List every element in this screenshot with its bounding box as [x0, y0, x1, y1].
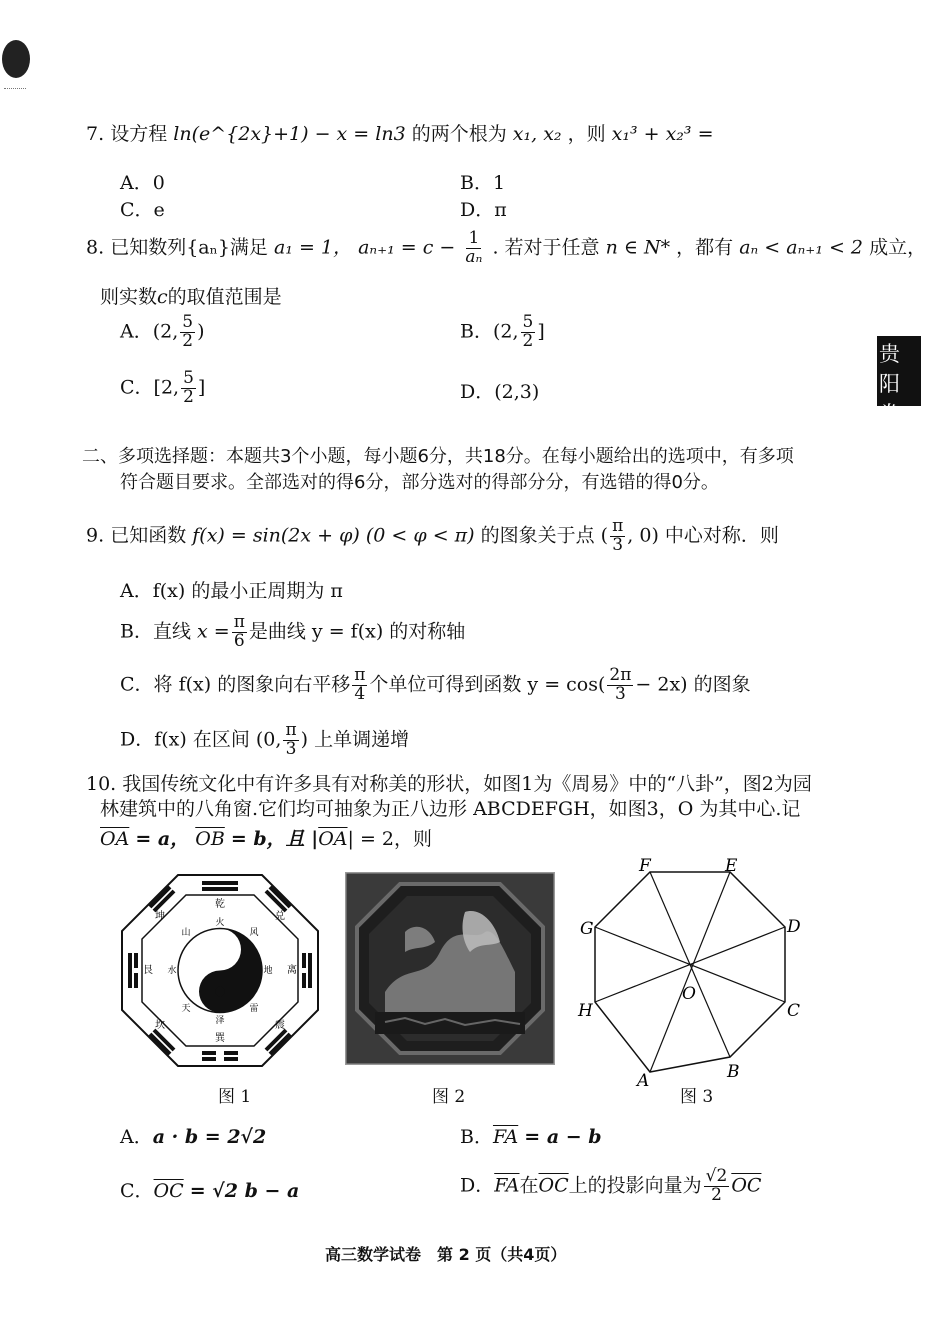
q8-inequality: aₙ < aₙ₊₁ < 2: [739, 236, 864, 259]
q8-stem: [86, 230, 926, 267]
q7-option-a[interactable]: A．0: [120, 172, 165, 194]
bagua-inner-1: 风: [249, 928, 259, 938]
bagua-label-7: 坤: [155, 911, 165, 922]
q7-then: ，则: [567, 123, 606, 145]
q10-line3: $\overline{OA} = a$， $\overline{OB} = b$，且 $|\overline{OA}| = 2$，则: [100, 828, 433, 850]
q10-line2: 林建筑中的八角窗.它们均可抽象为正八边形 ABCDEFGH，如图3，O 为其中心.记: [100, 798, 801, 820]
bagua-inner-2: 地: [263, 966, 273, 976]
q8-number: 8.: [86, 236, 105, 259]
q8-line2: 则实数c的取值范围是: [100, 286, 282, 308]
q9-stem: 9. 已知函数 f(x) = sin(2x + φ) (0 < φ < π) 的图象关于点 ( $\frac{\pi}{3}$ , 0) 中心对称．则: [86, 516, 779, 555]
q10-option-c[interactable]: C．$\overline{OC} = √2$ b − a: [120, 1180, 300, 1202]
label-h: H: [578, 1001, 593, 1021]
label-c: C: [787, 1001, 801, 1021]
bagua-label-3: 震: [275, 1020, 285, 1031]
figure3-caption: 图 3: [680, 1087, 714, 1107]
side-tab: [877, 336, 921, 426]
bagua-label-2: 离: [287, 965, 297, 976]
section2-line1: 二、多项选择题：本题共3个小题，每小题6分，共18分。在每小题给出的选项中，有多项: [82, 446, 794, 467]
bagua-label-5: 坎: [155, 1020, 165, 1031]
q8-option-a[interactable]: A．(2, $\frac{5}{2}$ ): [120, 312, 205, 351]
q9-option-d[interactable]: D．f(x) 在区间 (0, $\frac{\pi}{3}$ ) 上单调递增: [120, 720, 410, 759]
q7-roots: x₁, x₂: [512, 123, 562, 145]
q8-tail: 成立，: [869, 236, 927, 259]
q7-number: 7.: [86, 123, 105, 145]
section2-line2: 符合题目要求。全部选对的得6分，部分选对的得部分分，有选错的得0分。: [120, 472, 719, 493]
figure3-octagon: [575, 852, 810, 1087]
label-a: A: [637, 1071, 650, 1087]
q7-option-b[interactable]: B．1: [460, 172, 506, 194]
bagua-inner-7: 山: [181, 928, 191, 938]
q8-text3: ，都有: [676, 236, 734, 259]
figure2-caption: 图 2: [432, 1087, 466, 1107]
figure1-caption: 图 1: [218, 1087, 252, 1107]
side-tab-line1: 贵阳: [879, 342, 900, 396]
bagua-inner-4: 泽: [215, 1016, 225, 1026]
q8-text2: . 若对于任意: [492, 236, 600, 259]
bagua-label-1: 兑: [275, 911, 285, 922]
figure1-bagua: [120, 873, 320, 1068]
side-tab-line2: 卷: [879, 402, 900, 426]
bagua-inner-0: 火: [215, 918, 225, 928]
q10-option-b[interactable]: B．$\overline{FA} = a - b$: [460, 1126, 602, 1148]
q7-option-c[interactable]: C．e: [120, 199, 165, 221]
q8-text: 已知数列{aₙ}满足: [110, 236, 268, 259]
q7-option-d[interactable]: D．π: [460, 199, 507, 221]
q10-line1: 10. 我国传统文化中有许多具有对称美的形状，如图1为《周易》中的“八卦”，图2为园: [86, 773, 812, 795]
bagua-label-6: 艮: [143, 965, 153, 976]
label-d: D: [787, 917, 801, 937]
q7-text2: 的两个根为: [411, 123, 507, 145]
q8-fraction: $\frac{1}{\text{aₙ}}$: [465, 228, 483, 267]
q8-recurrence: aₙ₊₁ = c −: [358, 236, 456, 259]
bagua-inner-3: 雷: [249, 1004, 259, 1014]
q9-option-a[interactable]: A．f(x) 的最小正周期为 π: [120, 580, 343, 602]
bagua-label-0: 乾: [215, 899, 225, 910]
q10-option-a[interactable]: A．a · b = 2√2: [120, 1126, 267, 1148]
q9-option-b[interactable]: B．直线 x = $\frac{\pi}{6}$ 是曲线 y = f(x) 的对称轴: [120, 612, 466, 651]
label-b: B: [727, 1062, 740, 1082]
q9-option-c[interactable]: C．将 f(x) 的图象向右平移 $\frac{\pi}{4}$ 个单位可得到函数 y = cos( $\frac{2\pi}{3}$ − 2x) 的图象: [120, 665, 751, 704]
q10-option-d[interactable]: D．$\overline{FA}$在$\overline{OC}$上的投影向量为 $\frac{√2}{2}$ $\overline{OC}$: [460, 1166, 762, 1205]
corner-logo: [2, 40, 30, 78]
label-g: G: [580, 919, 594, 939]
bagua-inner-5: 天: [181, 1004, 191, 1014]
q8-option-c[interactable]: C．[2, $\frac{5}{2}$ ]: [120, 368, 206, 407]
label-f: F: [639, 856, 651, 876]
q9-function: f(x) = sin(2x + φ) (0 < φ < π): [192, 524, 475, 547]
q7-text: 设方程: [110, 123, 168, 145]
q8-option-d[interactable]: D．(2,3): [460, 381, 540, 403]
bagua-inner-6: 水: [167, 966, 177, 976]
label-o: O: [682, 984, 696, 1004]
q8-option-b[interactable]: B．(2, $\frac{5}{2}$ ]: [460, 312, 545, 351]
q8-cond: n ∈ N*: [605, 236, 671, 259]
bagua-label-4: 巽: [215, 1033, 225, 1044]
q8-a1: a₁ = 1，: [273, 236, 353, 259]
figure2-octagon-window: [345, 872, 555, 1065]
page-footer: 高三数学试卷 第 2 页（共4页）: [325, 1245, 567, 1264]
corner-mark: [4, 88, 26, 93]
q7-stem: [86, 123, 714, 146]
label-e: E: [725, 856, 738, 876]
q7-expr: x₁³ + x₂³ =: [611, 123, 714, 145]
q7-equation: ln(e^{2x}+1) − x = ln3: [173, 123, 406, 145]
